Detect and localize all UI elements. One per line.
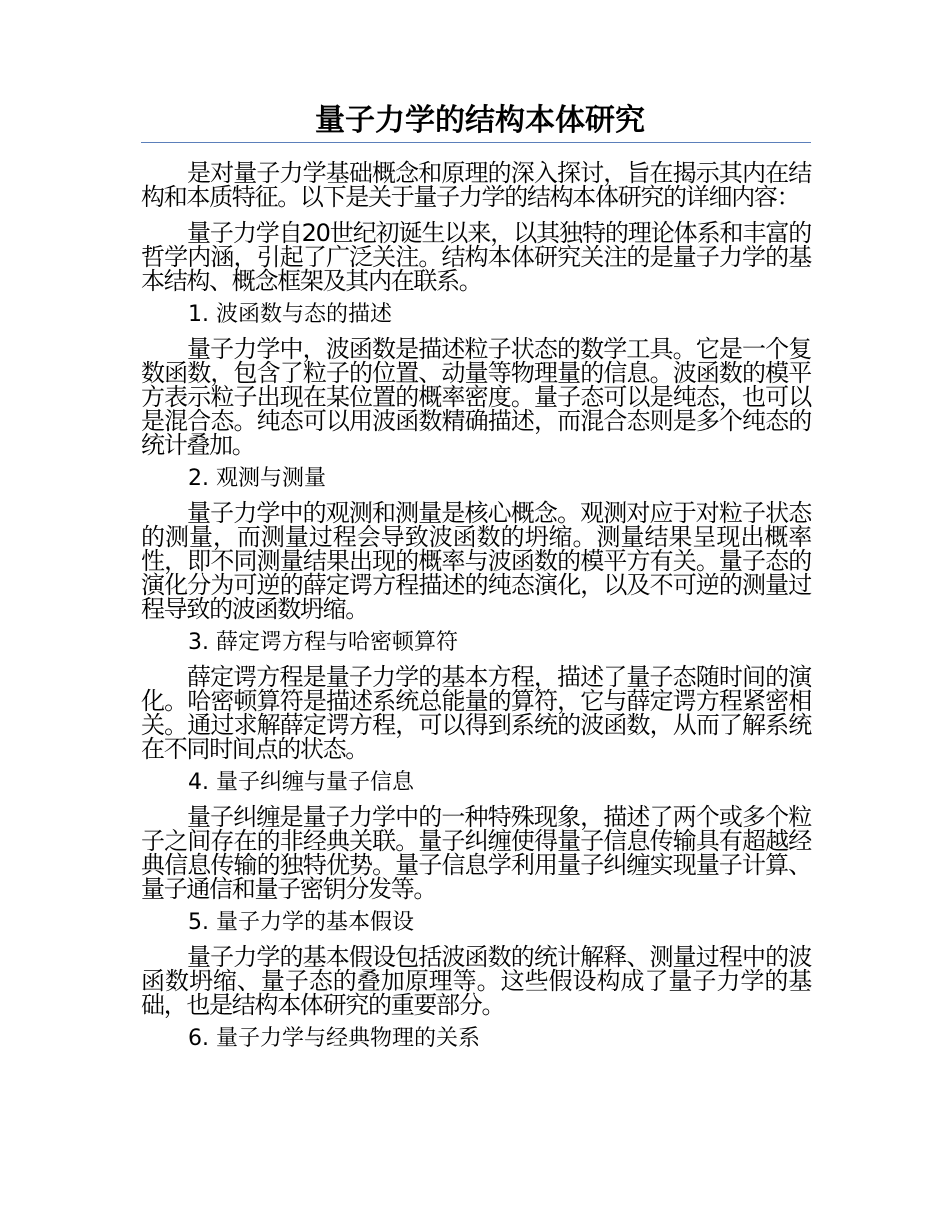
section-body-3: 薛定谔方程是量子力学的基本方程，描述了量子态随时间的演化。哈密顿算符是描述系统总能量的算符，它与薛定谔方程紧密相关。通过求解薛定谔方程，可以得到系统的波函数，从而了解系统在不同时间点的状态。 [141, 663, 811, 763]
section-heading-1: 1. 波函数与态的描述 [188, 302, 392, 327]
section-body-4: 量子纠缠是量子力学中的一种特殊现象，描述了两个或多个粒子之间存在的非经典关联。量子纠缠使得量子信息传输具有超越经典信息传输的独特优势。量子信息学利用量子纠缠实现量子计算、量子通信和量子密钥分发等。 [141, 803, 811, 903]
section-body-1: 量子力学中，波函数是描述粒子状态的数学工具。它是一个复数函数，包含了粒子的位置、动量等物理量的信息。波函数的模平方表示粒子出现在某位置的概率密度。量子态可以是纯态，也可以是混合态。纯态可以用波函数精确描述，而混合态则是多个纯态的统计叠加。 [141, 335, 811, 459]
section-heading-5: 5. 量子力学的基本假设 [188, 910, 414, 935]
section-heading-4: 4. 量子纠缠与量子信息 [188, 770, 414, 795]
section-heading-6: 6. 量子力学与经典物理的关系 [188, 1026, 480, 1051]
section-body-5: 量子力学的基本假设包括波函数的统计解释、测量过程中的波函数坍缩、量子态的叠加原理等。这些假设构成了量子力学的基础，也是结构本体研究的重要部分。 [141, 943, 811, 1019]
intro-paragraph-2: 量子力学自20世纪初诞生以来，以其独特的理论体系和丰富的哲学内涵，引起了广泛关注。结构本体研究关注的是量子力学的基本结构、概念框架及其内在联系。 [141, 219, 811, 295]
document-page [141, 100, 811, 1061]
document-title: 量子力学的结构本体研究 [315, 103, 645, 138]
title-block [141, 100, 811, 143]
section-heading-3: 3. 薛定谔方程与哈密顿算符 [188, 630, 458, 655]
section-body-2: 量子力学中的观测和测量是核心概念。观测对应于对粒子状态的测量，而测量过程会导致波函数的坍缩。测量结果呈现出概率性，即不同测量结果出现的概率与波函数的模平方有关。量子态的演化分为可逆的薛定谔方程描述的纯态演化，以及不可逆的测量过程导致的波函数坍缩。 [141, 499, 811, 623]
intro-paragraph-1: 是对量子力学基础概念和原理的深入探讨，旨在揭示其内在结构和本质特征。以下是关于量子力学的结构本体研究的详细内容： [141, 159, 811, 211]
section-heading-2: 2. 观测与测量 [188, 466, 326, 491]
